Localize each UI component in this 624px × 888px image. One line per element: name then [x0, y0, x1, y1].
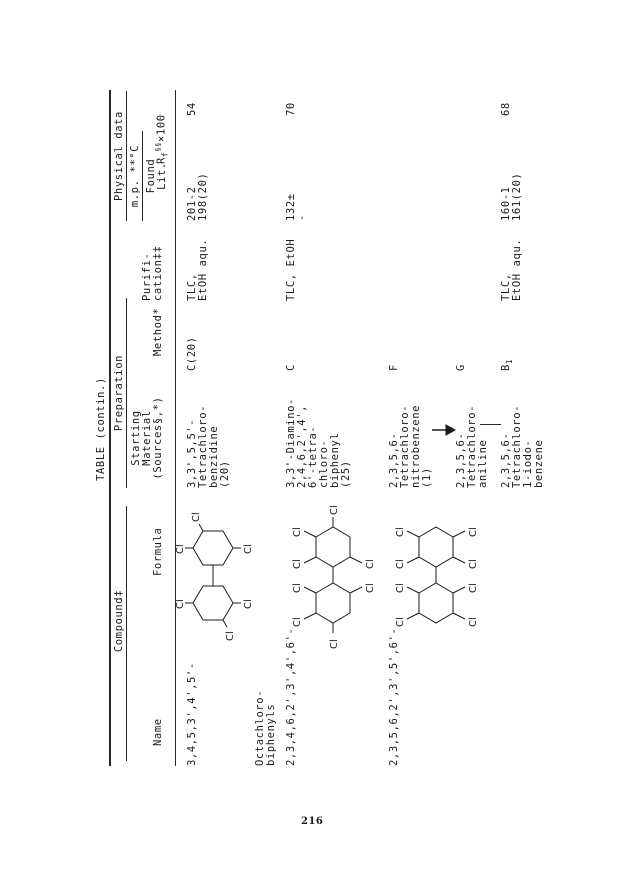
rf-superscript: §§ [154, 142, 162, 152]
ring-right [193, 531, 233, 565]
preparation-rule [126, 298, 127, 488]
cl-label: Cl [175, 544, 186, 554]
cl-label: Cl [243, 544, 254, 554]
rf-subscript: f [160, 151, 170, 158]
page-number: 216 [301, 816, 324, 827]
cl-label: Cl [468, 527, 479, 537]
cl-bond [304, 587, 316, 593]
group-heading: Octachloro- biphenyls [254, 689, 277, 766]
ring-right [316, 527, 350, 567]
header-found-lit: Found Lit. [145, 158, 168, 194]
method-c-subscript: 1 [505, 358, 515, 365]
row3-method-c [501, 359, 515, 371]
cl-label: Cl [175, 599, 186, 609]
cl-label: Cl [395, 617, 406, 627]
header-formula: Formula [152, 527, 164, 576]
header-method: Method* [152, 307, 164, 356]
ring-left [193, 586, 233, 620]
rf-times-100: ×100 [155, 114, 168, 143]
row3-name: 2,3,5,6,2',3',5',6'- [388, 627, 400, 766]
cl-label: Cl [191, 512, 202, 522]
header-compound: Compound‡ [113, 589, 125, 653]
ring-left [419, 583, 453, 623]
cl-label: Cl [292, 559, 303, 569]
cl-label: Cl [225, 631, 236, 641]
header-name: Name [152, 718, 164, 746]
cl-bond [199, 524, 203, 531]
cl-label: Cl [468, 617, 479, 627]
row3-formula-structure [379, 486, 489, 641]
header-starting-material: Starting Material (Sources§,*) [130, 396, 164, 480]
mp-rule [142, 131, 143, 221]
cl-bond [223, 620, 227, 627]
cl-bond [304, 531, 316, 537]
cl-bond [407, 613, 419, 619]
ring-right [419, 527, 453, 567]
table-title: TABLE (contin.) [95, 377, 107, 481]
cl-bond [407, 557, 419, 563]
cl-bond [350, 587, 362, 593]
rotated-table [95, 90, 545, 766]
row2-formula-structure [286, 486, 381, 649]
cl-label: Cl [292, 617, 303, 627]
row3-starting-material-c: 2,3,5,6- Tetrachloro- 1-iodo- benzene [500, 404, 545, 488]
cl-bond [453, 557, 465, 563]
connector-line [480, 424, 501, 425]
physical-rule [126, 91, 127, 221]
cl-label: Cl [395, 527, 406, 537]
down-arrow-icon [432, 424, 456, 436]
row1-rf: 54 [186, 102, 198, 116]
row3-mp: 160-1 161(20) [500, 172, 523, 221]
row1-method: C(20) [186, 336, 198, 371]
row3-method-b: G [455, 364, 467, 371]
cl-label: Cl [365, 583, 376, 593]
header-preparation: Preparation [113, 354, 125, 432]
cl-bond [350, 557, 362, 563]
header-purification: Purifi- cation‡‡ [141, 245, 164, 301]
arrow-head [446, 425, 455, 435]
cl-label: Cl [292, 583, 303, 593]
header-mp: m.p. **°C [129, 144, 141, 208]
header-bottom-rule [175, 90, 176, 766]
row2-method: C [285, 364, 297, 371]
top-rule [109, 90, 111, 766]
cl-label: Cl [395, 559, 406, 569]
cl-label: Cl [468, 583, 479, 593]
cl-bond [407, 587, 419, 593]
ring-left [316, 583, 350, 623]
header-rf [153, 114, 171, 164]
cl-label: Cl [329, 505, 340, 515]
cl-bond [304, 613, 316, 619]
row1-mp: 201-2 198(20) [186, 172, 209, 221]
row2-purification: TLC, EtOH [285, 238, 297, 301]
row1-formula-structure [175, 488, 254, 643]
row1-purification: TLC, EtOH aqu. [186, 238, 209, 301]
row3-method-a: F [388, 364, 400, 371]
row2-name: 2,3,4,6,2',3',4',6'- [285, 627, 297, 766]
row3-purification: TLC, EtOH aqu. [500, 238, 523, 301]
cl-label: Cl [365, 559, 376, 569]
row3-starting-material-a: 2,3,5,6- Tetrachloro- nitrobenzene (1) [388, 404, 433, 488]
cl-bond [453, 587, 465, 593]
row1-name: 3,4,5,3',4',5'- [186, 662, 198, 766]
cl-label: Cl [395, 583, 406, 593]
row2-starting-material: 3,3'-Diamino- 2,4,6,2',4', 6'-tetra- chloro- biphenyl (25) [285, 398, 352, 488]
cl-label: Cl [292, 527, 303, 537]
row1-starting-material: 3,3',5,5'- Tetrachloro- benzidine (20) [186, 404, 231, 488]
row2-mp: 132± - [285, 193, 308, 221]
cl-label: Cl [329, 639, 340, 649]
header-physical-data: Physical data [113, 111, 125, 201]
cl-label: Cl [243, 599, 254, 609]
cl-bond [453, 531, 465, 537]
cl-bond [453, 613, 465, 619]
cl-bond [407, 531, 419, 537]
row3-starting-material-b: 2,3,5,6- Tetrachloro- aniline [455, 404, 489, 488]
row2-rf: 70 [285, 102, 297, 116]
compound-rule [126, 506, 127, 761]
row3-rf: 68 [500, 102, 512, 116]
rf-symbol: R [155, 157, 168, 164]
cl-label: Cl [468, 559, 479, 569]
method-c-letter: B [500, 364, 512, 371]
cl-bond [304, 557, 316, 563]
